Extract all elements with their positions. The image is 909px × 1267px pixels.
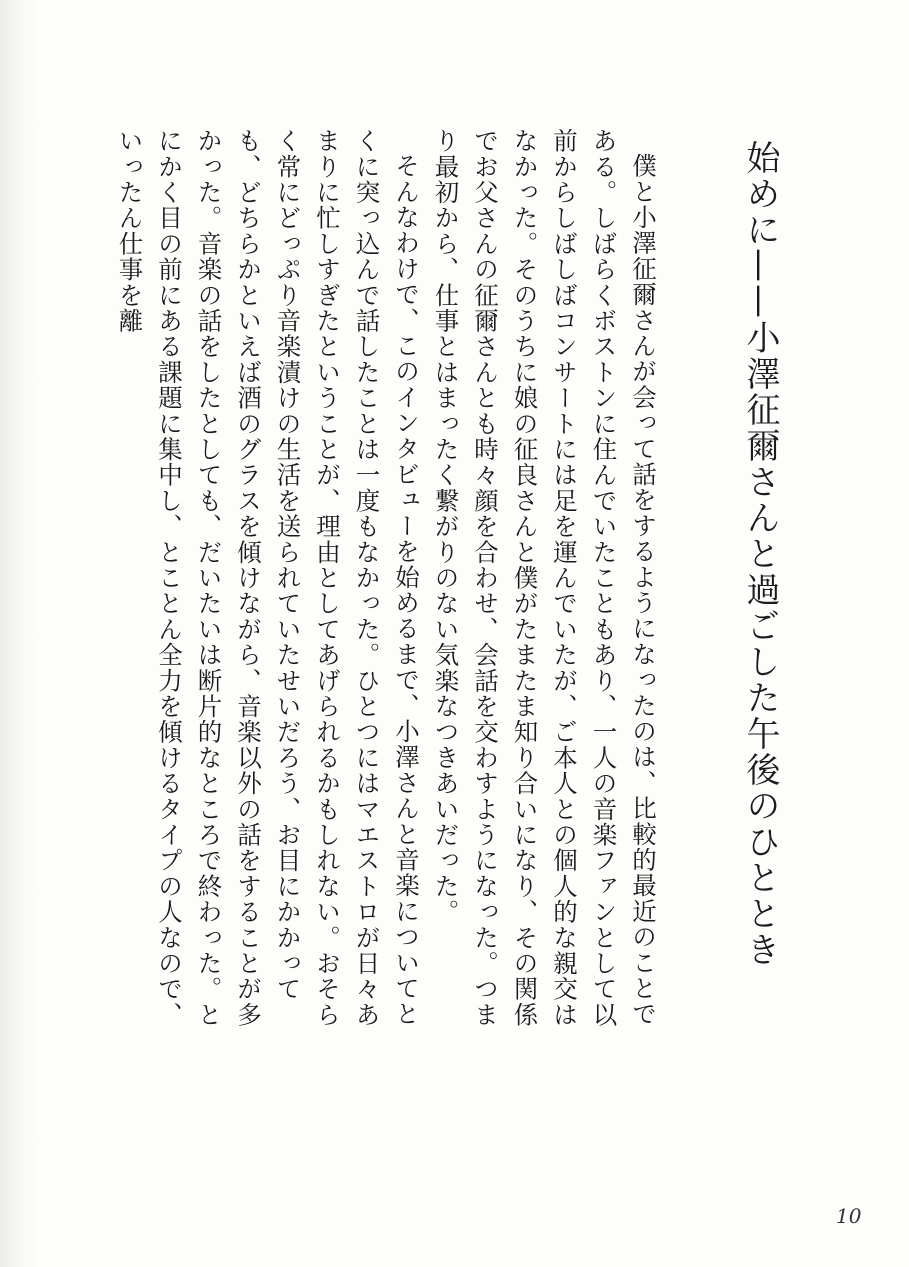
page-gutter-shadow (0, 0, 40, 1267)
body-text (108, 128, 663, 1048)
page-number: 10 (836, 1204, 862, 1228)
paragraph: 僕と小澤征爾さんが会って話をするようになったのは、比較的最近のことである。しばらくボストンに住んでいたこともあり、一人の音楽ファンとして以前からしばしばコンサートには足を運んでいたが、ご本人との個人的な親交はなかった。そのうちに娘の征良さんと僕がたまたま知り合いになり、その関係でお父さんの征爾さんとも時々顔を合わせ、会話を交わすようになった。つまり最初から、仕事とはまったく繋がりのない気楽なつきあいだった。 (431, 128, 658, 1028)
paragraph: そんなわけで、このインタビューを始めるまで、小澤さんと音楽についてとくに突っ込んで話したことは一度もなかった。ひとつにはマエストロが日々あまりに忙しすぎたということが、理由としてあげられるかもしれない。おそらく常にどっぷり音楽漬けの生活を送られていたせいだろう、お目にかかっても、どちらかといえば酒のグラスを傾けながら、音楽以外の話をすることが多かった。音楽の話をしたとしても、だいたいは断片的なところで終わった。とにかく目の前にある課題に集中し、とことん全力を傾けるタイプの人なので、いったん仕事を離 (115, 128, 421, 1028)
chapter-title: 始めに——小澤征爾さんと過ごした午後のひととき (740, 140, 780, 968)
